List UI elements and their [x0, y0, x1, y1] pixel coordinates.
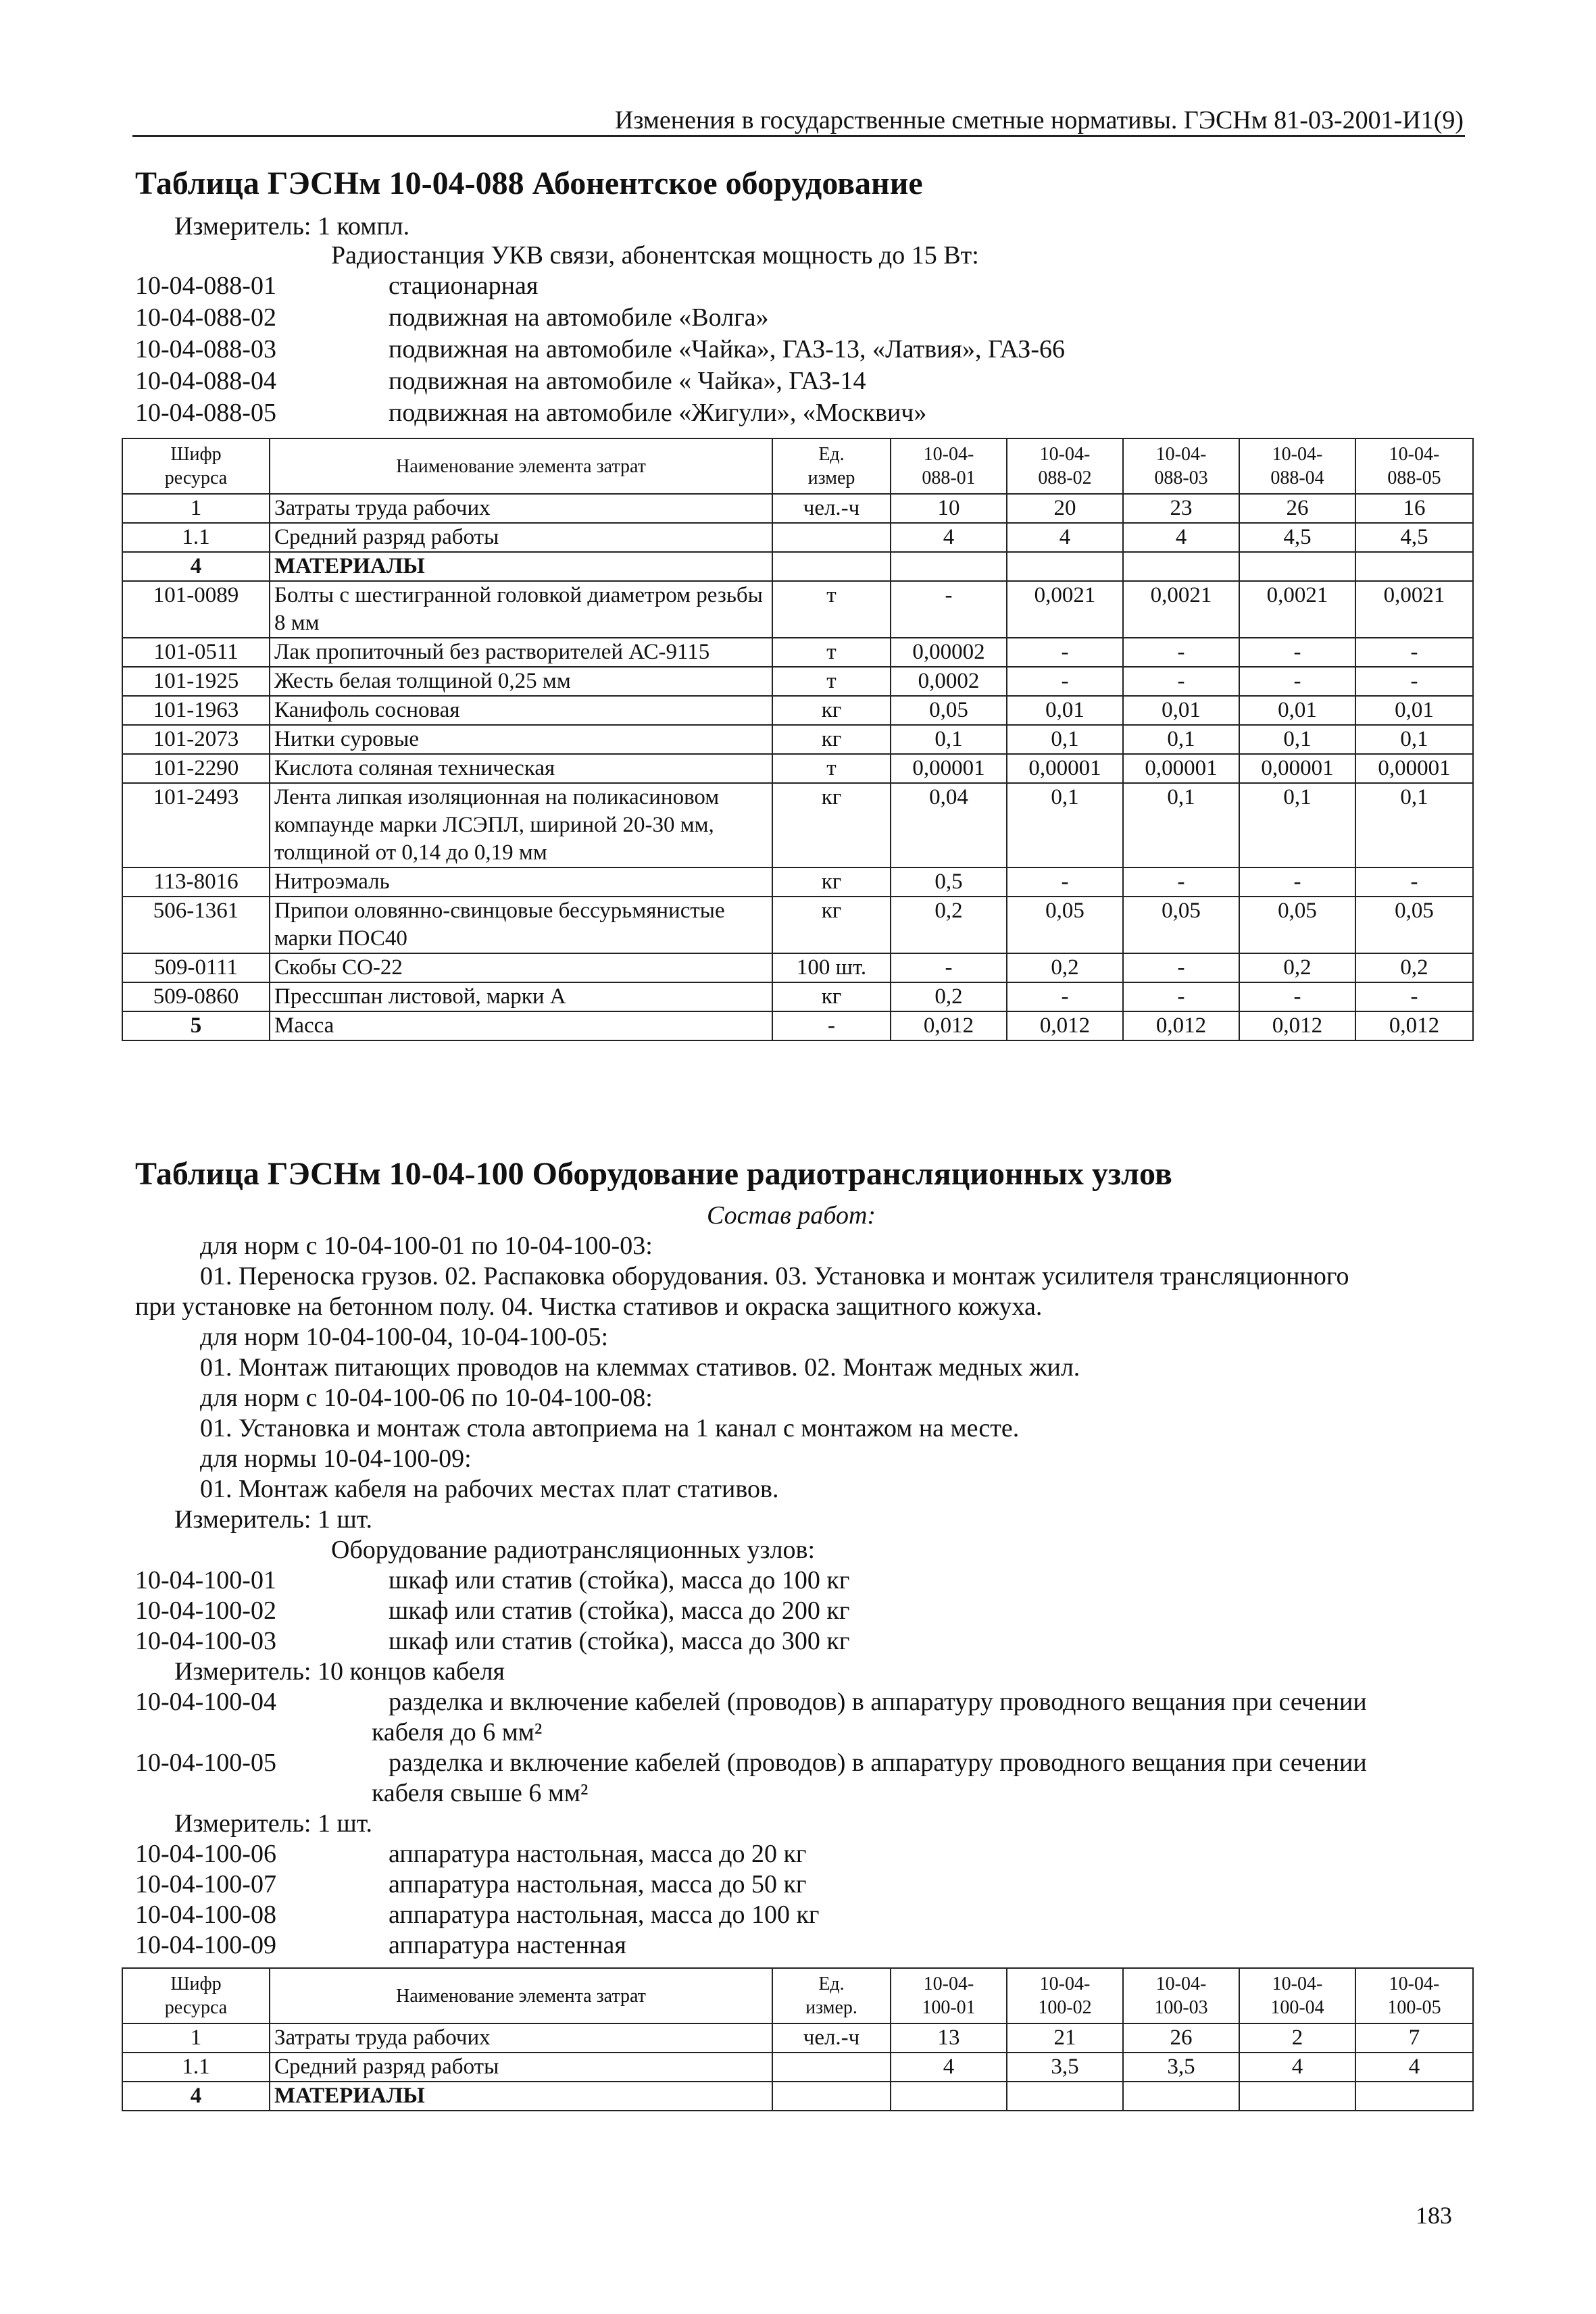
cost-element-name: Средний разряд работы	[270, 2053, 772, 2082]
norm-value	[1239, 552, 1355, 581]
norm-code: 10-04-088-02	[135, 303, 276, 332]
cost-element-name: Масса	[270, 1011, 772, 1040]
norm-value: 0,2	[891, 982, 1007, 1011]
col-header-unit: Ед. измер.	[772, 1968, 891, 2023]
cost-element-name: Средний разряд работы	[270, 523, 772, 552]
norm-value: -	[1355, 667, 1473, 696]
norm-description: подвижная на автомобиле «Волга»	[389, 303, 769, 332]
norm-value: 4	[1355, 2053, 1473, 2082]
norm-value: -	[1355, 638, 1473, 667]
unit-cell: кг	[772, 783, 891, 867]
norm-value: 0,0021	[1123, 581, 1239, 638]
unit-cell: чел.-ч	[772, 494, 891, 523]
table-row	[122, 2082, 1473, 2111]
table-row	[122, 552, 1473, 581]
table-row	[122, 1011, 1473, 1040]
norm-value: 7	[1355, 2023, 1473, 2053]
resource-code: 101-2290	[122, 754, 270, 783]
norm-description: подвижная на автомобиле «Жигули», «Москвич»	[389, 399, 927, 427]
cost-element-name: Затраты труда рабочих	[270, 2023, 772, 2053]
norm-description-cont: кабеля до 6 мм²	[372, 1718, 543, 1746]
cost-element-name: Лак пропиточный без растворителей АС-9115	[270, 638, 772, 667]
norm-value: 0,2	[1239, 953, 1355, 982]
table2-measure: Измеритель: 1 шт.	[174, 1809, 372, 1838]
norm-value: 3,5	[1007, 2053, 1123, 2082]
norm-description-cont: кабеля свыше 6 мм²	[372, 1779, 589, 1807]
table-row	[122, 696, 1473, 725]
cost-element-name: Болты с шестигранной головкой диаметром резьбы 8 мм	[270, 581, 772, 638]
norm-description: подвижная на автомобиле «Чайка», ГАЗ-13, «Латвия», ГАЗ-66	[389, 335, 1065, 363]
resource-code: 1.1	[122, 2053, 270, 2082]
cost-element-name: Нитроэмаль	[270, 867, 772, 897]
table-row	[122, 783, 1473, 867]
norm-value: -	[1239, 638, 1355, 667]
col-header-norm: 10-04- 100-01	[891, 1968, 1007, 2023]
table-row	[122, 897, 1473, 953]
norm-value: -	[1239, 982, 1355, 1011]
resource-code: 113-8016	[122, 867, 270, 897]
unit-cell: -	[772, 1011, 891, 1040]
norm-value: 0,012	[1355, 1011, 1473, 1040]
norm-value: 10	[891, 494, 1007, 523]
norm-value: 0,01	[1007, 696, 1123, 725]
resource-code: 1.1	[122, 523, 270, 552]
norm-value: 3,5	[1123, 2053, 1239, 2082]
norm-value: 0,0021	[1007, 581, 1123, 638]
cost-element-name: Прессшпан листовой, марки А	[270, 982, 772, 1011]
norm-value: 0,012	[1007, 1011, 1123, 1040]
unit-cell: т	[772, 667, 891, 696]
cost-element-name: Жесть белая толщиной 0,25 мм	[270, 667, 772, 696]
norm-value: 0,05	[1239, 897, 1355, 953]
norm-value: 0,012	[1123, 1011, 1239, 1040]
table-row	[122, 867, 1473, 897]
norm-code: 10-04-100-09	[135, 1931, 276, 1959]
norm-value: -	[1007, 982, 1123, 1011]
norm-description: аппаратура настольная, масса до 100 кг	[389, 1901, 820, 1929]
norm-value	[1007, 2082, 1123, 2111]
table-row	[122, 494, 1473, 523]
norm-value: -	[1355, 982, 1473, 1011]
norm-value: 0,1	[1355, 783, 1473, 867]
norm-value: 0,0021	[1239, 581, 1355, 638]
resource-code: 101-0511	[122, 638, 270, 667]
col-header-unit: Ед. измер	[772, 438, 891, 494]
norm-description: разделка и включение кабелей (проводов) в аппаратуру проводного вещания при сечении	[389, 1749, 1367, 1777]
norm-description: аппаратура настольная, масса до 20 кг	[389, 1840, 807, 1868]
table-row	[122, 754, 1473, 783]
norm-value: 4	[1007, 523, 1123, 552]
norm-value: 0,01	[1123, 696, 1239, 725]
cost-element-name: Кислота соляная техническая	[270, 754, 772, 783]
norm-value: 0,04	[891, 783, 1007, 867]
col-header-name: Наименование элемента затрат	[270, 1968, 772, 2023]
table2-measure: Измеритель: 1 шт.	[174, 1505, 372, 1534]
norm-value: 0,00002	[891, 638, 1007, 667]
resource-code: 1	[122, 2023, 270, 2053]
norm-value: 0,2	[1007, 953, 1123, 982]
col-header-norm: 10-04- 088-02	[1007, 438, 1123, 494]
norm-value: 0,0021	[1355, 581, 1473, 638]
norm-value: 0,00001	[1239, 754, 1355, 783]
norm-value: 13	[891, 2023, 1007, 2053]
norm-value: 0,05	[1355, 897, 1473, 953]
norm-value: -	[1007, 667, 1123, 696]
norm-value: -	[1007, 638, 1123, 667]
resource-code: 509-0111	[122, 953, 270, 982]
unit-cell: кг	[772, 867, 891, 897]
cost-element-name: МАТЕРИАЛЫ	[270, 552, 772, 581]
norm-value: 26	[1239, 494, 1355, 523]
running-header: Изменения в государственные сметные нормативы. ГЭСНм 81-03-2001-И1(9)	[614, 106, 1464, 134]
norm-value: 0,05	[1007, 897, 1123, 953]
cost-element-name: МАТЕРИАЛЫ	[270, 2082, 772, 2111]
norm-value: -	[1239, 667, 1355, 696]
norm-code: 10-04-100-05	[135, 1749, 276, 1777]
work-line: для норм с 10-04-100-01 по 10-04-100-03:	[200, 1232, 653, 1260]
norm-value: 20	[1007, 494, 1123, 523]
norm-value: -	[1123, 982, 1239, 1011]
norm-value: -	[891, 953, 1007, 982]
norm-value	[1123, 552, 1239, 581]
work-line: 01. Монтаж питающих проводов на клеммах стативов. 02. Монтаж медных жил.	[200, 1353, 1080, 1382]
table-row	[122, 638, 1473, 667]
unit-cell: 100 шт.	[772, 953, 891, 982]
norm-description: разделка и включение кабелей (проводов) в аппаратуру проводного вещания при сечении	[389, 1688, 1367, 1716]
norm-value: 26	[1123, 2023, 1239, 2053]
norm-value: 0,01	[1239, 696, 1355, 725]
norm-value: -	[891, 581, 1007, 638]
norm-description: шкаф или статив (стойка), масса до 100 кг	[389, 1566, 850, 1594]
norm-value: 4	[1123, 523, 1239, 552]
table2-body	[122, 2023, 1473, 2111]
work-line: при установке на бетонном полу. 04. Чистка стативов и окраска защитного кожуха.	[135, 1292, 1043, 1321]
norm-value: 4	[891, 523, 1007, 552]
unit-cell	[772, 523, 891, 552]
table1-title: Таблица ГЭСНм 10-04-088 Абонентское оборудование	[135, 166, 923, 201]
cost-element-name: Затраты труда рабочих	[270, 494, 772, 523]
norm-value: 0,0002	[891, 667, 1007, 696]
unit-cell: кг	[772, 897, 891, 953]
norm-value: 23	[1123, 494, 1239, 523]
col-header-norm: 10-04- 100-05	[1355, 1968, 1473, 2023]
unit-cell: т	[772, 581, 891, 638]
norm-value	[891, 552, 1007, 581]
norm-value: 2	[1239, 2023, 1355, 2053]
norm-value: 0,01	[1355, 696, 1473, 725]
cost-element-name: Нитки суровые	[270, 725, 772, 754]
table-header-row	[122, 438, 1473, 494]
col-header-norm: 10-04- 100-04	[1239, 1968, 1355, 2023]
norm-value: 0,2	[891, 897, 1007, 953]
table-row	[122, 725, 1473, 754]
norm-value	[1355, 552, 1473, 581]
norm-code: 10-04-088-01	[135, 272, 276, 300]
table2-resources	[122, 1967, 1474, 2111]
norm-value: 4	[891, 2053, 1007, 2082]
norm-value	[891, 2082, 1007, 2111]
norm-value: 0,1	[1007, 725, 1123, 754]
unit-cell: кг	[772, 696, 891, 725]
norm-value: -	[1239, 867, 1355, 897]
norm-value: 0,1	[891, 725, 1007, 754]
resource-code: 4	[122, 552, 270, 581]
unit-cell: кг	[772, 725, 891, 754]
resource-code: 506-1361	[122, 897, 270, 953]
table-row	[122, 982, 1473, 1011]
cost-element-name: Канифоль сосновая	[270, 696, 772, 725]
table1-group-heading: Радиостанция УКВ связи, абонентская мощность до 15 Вт:	[331, 241, 979, 270]
cost-element-name: Припои оловянно-свинцовые бессурьмянистые марки ПОС40	[270, 897, 772, 953]
norm-value	[1123, 2082, 1239, 2111]
norm-value: 0,1	[1239, 783, 1355, 867]
norm-value	[1007, 552, 1123, 581]
norm-value: 0,05	[891, 696, 1007, 725]
work-composition-heading: Состав работ:	[707, 1201, 876, 1230]
table-row	[122, 523, 1473, 552]
unit-cell: т	[772, 754, 891, 783]
table2-title: Таблица ГЭСНм 10-04-100 Оборудование радиотрансляционных узлов	[135, 1156, 1172, 1192]
col-header-norm: 10-04- 088-01	[891, 438, 1007, 494]
table-row	[122, 2023, 1473, 2053]
table1-resources	[122, 438, 1474, 1041]
norm-value: 4,5	[1239, 523, 1355, 552]
norm-value: 0,012	[1239, 1011, 1355, 1040]
norm-value: 0,05	[1123, 897, 1239, 953]
unit-cell: кг	[772, 982, 891, 1011]
norm-description: подвижная на автомобиле « Чайка», ГАЗ-14	[389, 367, 866, 395]
norm-value: 0,2	[1355, 953, 1473, 982]
norm-code: 10-04-088-05	[135, 399, 276, 427]
norm-value: 0,00001	[1355, 754, 1473, 783]
work-line: 01. Переноска грузов. 02. Распаковка оборудования. 03. Установка и монтаж усилителя трансляционного	[200, 1262, 1349, 1290]
resource-code: 101-2073	[122, 725, 270, 754]
norm-value: -	[1355, 867, 1473, 897]
page-number: 183	[1416, 2202, 1452, 2229]
norm-value: 0,5	[891, 867, 1007, 897]
cost-element-name: Скобы СО-22	[270, 953, 772, 982]
resource-code: 509-0860	[122, 982, 270, 1011]
norm-value	[1355, 2082, 1473, 2111]
unit-cell	[772, 552, 891, 581]
table1-body	[122, 494, 1473, 1040]
unit-cell: т	[772, 638, 891, 667]
norm-value: 0,1	[1007, 783, 1123, 867]
table2-measure: Измеритель: 10 концов кабеля	[174, 1657, 505, 1686]
norm-description: аппаратура настольная, масса до 50 кг	[389, 1870, 807, 1898]
norm-value: 21	[1007, 2023, 1123, 2053]
unit-cell: чел.-ч	[772, 2023, 891, 2053]
norm-value: 0,1	[1123, 725, 1239, 754]
norm-value: -	[1007, 867, 1123, 897]
norm-value: 0,00001	[891, 754, 1007, 783]
header-rule	[132, 135, 1465, 137]
norm-value: 0,1	[1355, 725, 1473, 754]
resource-code: 101-1925	[122, 667, 270, 696]
norm-description: аппаратура настенная	[389, 1931, 626, 1959]
resource-code: 1	[122, 494, 270, 523]
norm-value: 0,00001	[1007, 754, 1123, 783]
col-header-norm: 10-04- 100-02	[1007, 1968, 1123, 2023]
norm-description: шкаф или статив (стойка), масса до 300 кг	[389, 1627, 850, 1655]
resource-code: 5	[122, 1011, 270, 1040]
norm-description: шкаф или статив (стойка), масса до 200 кг	[389, 1596, 850, 1625]
col-header-norm: 10-04- 088-03	[1123, 438, 1239, 494]
work-line: для норм с 10-04-100-06 по 10-04-100-08:	[200, 1384, 653, 1412]
norm-value: 4,5	[1355, 523, 1473, 552]
norm-code: 10-04-100-04	[135, 1688, 276, 1716]
table1-measure: Измеритель: 1 компл.	[174, 212, 410, 241]
resource-code: 101-1963	[122, 696, 270, 725]
table-row	[122, 2053, 1473, 2082]
norm-value: -	[1123, 638, 1239, 667]
norm-value: -	[1123, 953, 1239, 982]
col-header-norm: 10-04- 088-05	[1355, 438, 1473, 494]
norm-value: 16	[1355, 494, 1473, 523]
norm-value: 0,012	[891, 1011, 1007, 1040]
col-header-norm: 10-04- 088-04	[1239, 438, 1355, 494]
norm-value	[1239, 2082, 1355, 2111]
table-row	[122, 953, 1473, 982]
norm-value: 0,1	[1239, 725, 1355, 754]
norm-value: 0,1	[1123, 783, 1239, 867]
norm-code: 10-04-100-08	[135, 1901, 276, 1929]
norm-code: 10-04-088-03	[135, 335, 276, 363]
cost-element-name: Лента липкая изоляционная на поликасиновом компаунде марки ЛСЭПЛ, шириной 20-30 мм, толщиной от 0,14 до 0,19 мм	[270, 783, 772, 867]
work-line: для нормы 10-04-100-09:	[200, 1444, 472, 1473]
col-header-name: Наименование элемента затрат	[270, 438, 772, 494]
norm-code: 10-04-100-02	[135, 1596, 276, 1625]
norm-description: стационарная	[389, 272, 539, 300]
col-header-norm: 10-04- 100-03	[1123, 1968, 1239, 2023]
table-header-row	[122, 1968, 1473, 2023]
resource-code: 101-0089	[122, 581, 270, 638]
resource-code: 4	[122, 2082, 270, 2111]
norm-value: -	[1123, 867, 1239, 897]
resource-code: 101-2493	[122, 783, 270, 867]
norm-value: 0,00001	[1123, 754, 1239, 783]
norm-code: 10-04-100-06	[135, 1840, 276, 1868]
norm-code: 10-04-100-03	[135, 1627, 276, 1655]
work-line: для норм 10-04-100-04, 10-04-100-05:	[200, 1323, 609, 1351]
table-row	[122, 667, 1473, 696]
unit-cell	[772, 2053, 891, 2082]
norm-code: 10-04-100-01	[135, 1566, 276, 1594]
unit-cell	[772, 2082, 891, 2111]
col-header-code: Шифр ресурса	[122, 438, 270, 494]
col-header-code: Шифр ресурса	[122, 1968, 270, 2023]
work-line: 01. Монтаж кабеля на рабочих местах плат стативов.	[200, 1475, 779, 1503]
work-line: 01. Установка и монтаж стола автоприема на 1 канал с монтажом на месте.	[200, 1414, 1020, 1442]
table-row	[122, 581, 1473, 638]
norm-code: 10-04-088-04	[135, 367, 276, 395]
norm-code: 10-04-100-07	[135, 1870, 276, 1898]
norm-value: -	[1123, 667, 1239, 696]
table2-group-heading: Оборудование радиотрансляционных узлов:	[331, 1536, 816, 1564]
norm-value: 4	[1239, 2053, 1355, 2082]
